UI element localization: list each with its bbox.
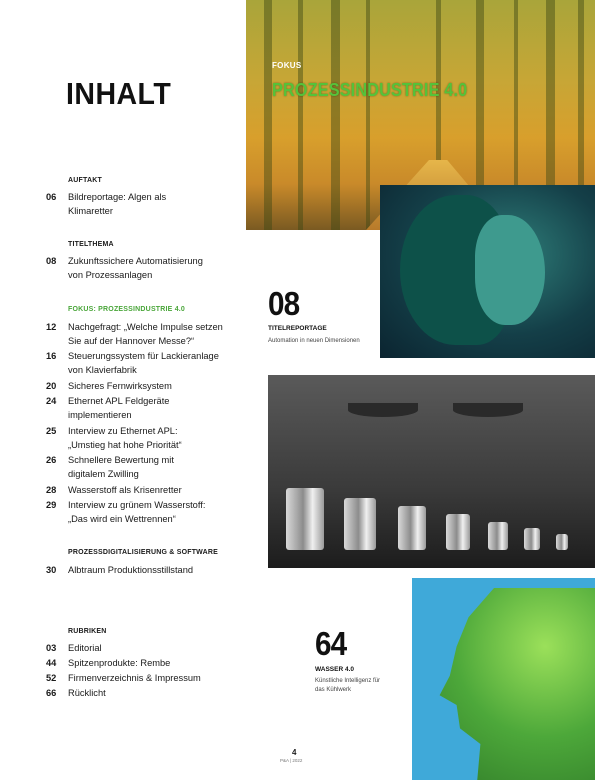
callout-text: Künstliche Intelligenz für bbox=[315, 678, 381, 684]
toc-page-number: 25 bbox=[46, 426, 57, 436]
toc-entry-line: Schnellere Bewertung mit bbox=[68, 455, 174, 465]
callout-text: das Kühlwerk bbox=[315, 687, 352, 693]
toc-page-number: 52 bbox=[46, 673, 57, 683]
toc-entry-line: Steuerungssystem für Lackieranlage bbox=[68, 351, 219, 361]
toc-entry-line: digitalem Zwilling bbox=[68, 469, 139, 479]
toc-page-number: 06 bbox=[46, 192, 57, 202]
toc-entry-title bbox=[68, 424, 243, 452]
toc-page-number: 12 bbox=[46, 322, 57, 332]
toc-page-number: 44 bbox=[46, 658, 57, 668]
toc-entry-title bbox=[68, 671, 243, 685]
toc-entry-line: Rücklicht bbox=[68, 688, 106, 698]
page-number: 4 bbox=[292, 748, 297, 757]
toc-entry-line: Bildreportage: Algen als bbox=[68, 192, 167, 202]
section-digital: PROZESSDIGITALISIERUNG & SOFTWARE bbox=[68, 549, 218, 556]
toc-entry-title bbox=[68, 656, 243, 670]
toc-entry-line: Wasserstoff als Krisenretter bbox=[68, 485, 182, 495]
toc-page-number: 30 bbox=[46, 565, 57, 575]
toc-page-number: 24 bbox=[46, 396, 57, 406]
toc-entry-title bbox=[68, 254, 243, 282]
page-title: INHALT bbox=[66, 76, 172, 111]
toc-entry-line: von Prozessanlagen bbox=[68, 270, 153, 280]
toc-entry-line: von Klavierfabrik bbox=[68, 365, 137, 375]
toc-entry-line: Spitzenprodukte: Rembe bbox=[68, 658, 171, 668]
toc-entry-line: Albtraum Produktionsstillstand bbox=[68, 565, 194, 575]
toc-entry-title bbox=[68, 641, 243, 655]
toc-page-number: 08 bbox=[46, 256, 57, 266]
toc-entry-title bbox=[68, 394, 243, 422]
toc-entry-line: Interview zu Ethernet APL: bbox=[68, 426, 178, 436]
leaf-head-image bbox=[412, 578, 595, 780]
toc-entry-line: Zukunftssichere Automatisierung bbox=[68, 256, 203, 266]
toc-entry-title bbox=[68, 349, 243, 377]
section-rubriken: RUBRIKEN bbox=[68, 628, 107, 635]
hero-kicker: FOKUS bbox=[272, 61, 302, 70]
cover-woman-image bbox=[380, 185, 595, 358]
toc-entry-line: Nachgefragt: „Welche Impulse setzen bbox=[68, 322, 223, 332]
toc-entry-line: Firmenverzeichnis & Impressum bbox=[68, 673, 201, 683]
section-fokus: FOKUS: PROZESSINDUSTRIE 4.0 bbox=[68, 306, 186, 313]
callout-label: TITELREPORTAGE bbox=[268, 325, 327, 332]
toc-page-number: 28 bbox=[46, 485, 57, 495]
issue-label: P&A | 2022 bbox=[280, 758, 303, 763]
callout-text: Automation in neuen Dimensionen bbox=[268, 338, 360, 344]
callout-number: 08 bbox=[268, 285, 300, 322]
toc-page-number: 66 bbox=[46, 688, 57, 698]
section-titelthema: TITELTHEMA bbox=[68, 241, 114, 248]
callout-number: 64 bbox=[315, 625, 347, 662]
section-auftakt: AUFTAKT bbox=[68, 177, 102, 184]
toc-entry-line: Ethernet APL Feldgeräte bbox=[68, 396, 170, 406]
toc-entry-title bbox=[68, 453, 243, 481]
toc-entry-title bbox=[68, 379, 243, 393]
toc-entry-line: Sicheres Fernwirksystem bbox=[68, 381, 172, 391]
toc-entry-title bbox=[68, 498, 243, 526]
callout-label: WASSER 4.0 bbox=[315, 666, 355, 673]
toc-page-number: 16 bbox=[46, 351, 57, 361]
toc-page-number: 20 bbox=[46, 381, 57, 391]
toc-entry-title bbox=[68, 686, 243, 700]
hero-headline: PROZESSINDUSTRIE 4.0 bbox=[272, 80, 468, 100]
toc-entry-title bbox=[68, 483, 243, 497]
toc-entry-line: Interview zu grünem Wasserstoff: bbox=[68, 500, 206, 510]
toc-entry-line: Sie auf der Hannover Messe?“ bbox=[68, 336, 195, 346]
toc-page-number: 29 bbox=[46, 500, 57, 510]
scales-weights-image bbox=[268, 375, 595, 568]
toc-entry-title bbox=[68, 563, 243, 577]
toc-entry-line: „Umstieg hat hohe Priorität“ bbox=[68, 440, 182, 450]
toc-entry-title bbox=[68, 190, 243, 218]
toc-page-number: 26 bbox=[46, 455, 57, 465]
toc-entry-line: „Das wird ein Wettrennen“ bbox=[68, 514, 176, 524]
toc-entry-title bbox=[68, 320, 243, 348]
toc-entry-line: Editorial bbox=[68, 643, 102, 653]
toc-entry-line: Klimaretter bbox=[68, 206, 113, 216]
toc-entry-line: implementieren bbox=[68, 410, 132, 420]
toc-page-number: 03 bbox=[46, 643, 57, 653]
